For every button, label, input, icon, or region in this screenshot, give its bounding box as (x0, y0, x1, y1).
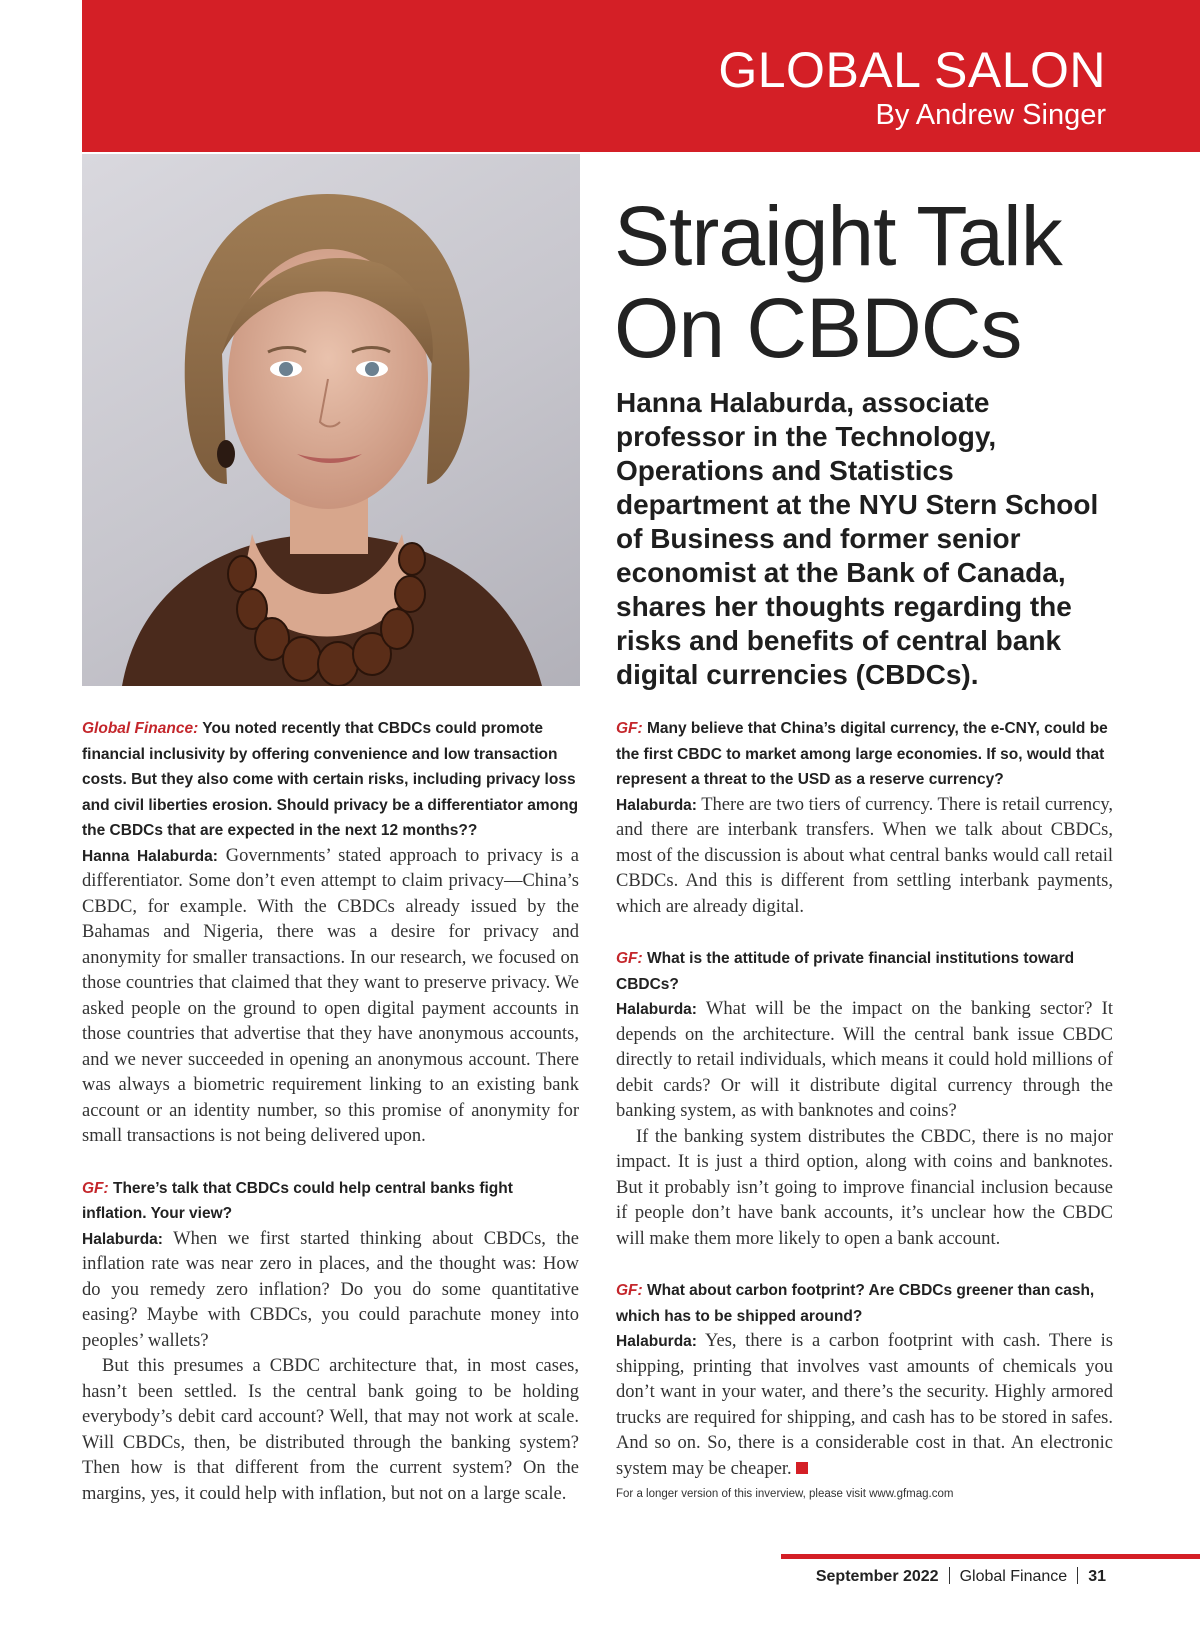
section-title: GLOBAL SALON (718, 42, 1106, 98)
page-number: 31 (1088, 1568, 1106, 1585)
footer-rule (781, 1554, 1200, 1559)
question (616, 1278, 1113, 1329)
byline: By Andrew Singer (875, 99, 1106, 131)
speaker-label: Halaburda: (616, 1333, 697, 1350)
speaker-label: Halaburda: (616, 796, 697, 814)
publication-name: Global Finance (959, 1568, 1068, 1585)
answer-text: Governments’ stated approach to privacy is a differentiator. Some don’t even attempt to claim privacy—China’s CBDC, for example. With the CBDCs already issued by the Bahamas and Nigeria, there was a desire for privacy and anonymity for smaller transactions. In our research, we focused on those countries that claimed that they want to preserve privacy. We asked people on the ground to open digital payment accounts in those countries that advertise that they have anonymous accounts, and we never succeeded in opening an anonymous account. There was always a biometric requirement linking to an existing bank account or an identity number, so this promise of anonymity for small transactions is not being delivered upon. (82, 845, 579, 1146)
question-label: GF: (616, 720, 643, 737)
article-headline (614, 190, 1174, 374)
answer-paragraph: But this presumes a CBDC architecture that, in most cases, hasn’t been settled. Is the central bank going to be holding everybody’s debit card account? Well, that may not work at scale. Will CBDCs, then, be distributed through the banking system? Then how is that different from the current system? On the margins, yes, it could help with inflation, but not on a large scale. (82, 1356, 579, 1504)
qa-block (616, 946, 1113, 1252)
question-label: Global Finance: (82, 720, 199, 737)
portrait-photo (82, 154, 580, 686)
question-label: GF: (82, 1179, 109, 1197)
speaker-label: Halaburda: (82, 1230, 163, 1248)
answer-text: What will be the impact on the banking sector? It depends on the architecture. Will the central bank issue CBDC directly to retail individuals, which means it could hold millions of debit cards? Or will it distribute digital currency through the banking system, as with banknotes and coins? (616, 999, 1113, 1121)
answer-text: Yes, there is a carbon footprint with cash. There is shipping, printing that involves vast amounts of chemicals you don’t want in your water, and there’s the security. Highly armored trucks are required for shipping, and cash has to be stored in safes. And so on. So, there is a considerable cost in that. An electronic system may be cheaper. (616, 1331, 1113, 1479)
footer-separator (949, 1567, 950, 1584)
end-of-article-icon (796, 1462, 808, 1474)
headline-line-2: On CBDCs (614, 281, 1022, 375)
portrait-illustration (82, 154, 580, 686)
section-banner (82, 0, 1200, 152)
page-footer (816, 1567, 1106, 1587)
question-label: GF: (616, 950, 643, 967)
qa-block (616, 1278, 1113, 1502)
question (616, 716, 1113, 793)
article-deck: Hanna Halaburda, associate professor in the Technology, Operations and Statistics department at the NYU Stern School of Business and former senior economist at the Bank of Canada, shares her thoughts regarding the risks and benefits of central bank digital currencies (CBDCs). (616, 387, 1099, 690)
speaker-label: Hanna Halaburda: (82, 847, 218, 865)
question-label: GF: (616, 1282, 643, 1299)
footer-separator (1077, 1567, 1078, 1584)
answer (616, 793, 1113, 921)
qa-block (616, 716, 1113, 920)
question (82, 1176, 579, 1227)
answer-text: There are two tiers of currency. There is retail currency, and there are interbank transfers. When we talk about CBDCs, most of the discussion is about what central banks would call retail CBDCs. And this is different from settling interbank payments, which are already digital. (616, 794, 1114, 917)
headline-line-1: Straight Talk (614, 189, 1062, 283)
left-column (82, 716, 579, 1533)
qa-block (82, 716, 579, 1150)
question-text: What is the attitude of private financial institutions toward CBDCs? (616, 950, 1075, 993)
question-text: Many believe that China’s digital currency, the e-CNY, could be the first CBDC to market among large economies. If so, would that represent a threat to the USD as a reserve currency? (616, 720, 1108, 788)
right-column (616, 716, 1113, 1502)
qa-block (82, 1176, 579, 1508)
question-text: There’s talk that CBDCs could help central banks fight inflation. Your view? (82, 1179, 513, 1222)
answer-text: When we first started thinking about CBDCs, the inflation rate was near zero in places, and the thought was: How do you remedy zero inflation? Do you do some quantitative easing? Maybe with CBDCs, you could parachute money into peoples’ wallets? (82, 1228, 579, 1351)
answer (82, 1227, 579, 1355)
question-text: What about carbon footprint? Are CBDCs greener than cash, which has to be shipped around? (616, 1282, 1095, 1325)
issue-date: September 2022 (815, 1568, 939, 1585)
question-text: You noted recently that CBDCs could promote financial inclusivity by offering convenience and low transaction costs. But they also come with certain risks, including privacy loss and civil liberties erosion. Should privacy be a differentiator among the CBDCs that are expected in the next 12 months?? (82, 720, 579, 839)
answer (82, 844, 579, 1150)
question (82, 716, 579, 844)
answer (616, 997, 1113, 1125)
question (616, 946, 1113, 997)
answer (616, 1329, 1113, 1482)
speaker-label: Halaburda: (616, 1001, 697, 1018)
answer-paragraph: If the banking system distributes the CBDC, there is no major impact. It is just a third option, along with coins and banknotes. But it probably isn’t going to improve financial inclusion because if people don’t have bank accounts, it’s unclear how the CBDC will make them more likely to open a bank account. (616, 1126, 1113, 1249)
footnote: For a longer version of this inverview, please visit www.gfmag.com (616, 1488, 954, 1500)
